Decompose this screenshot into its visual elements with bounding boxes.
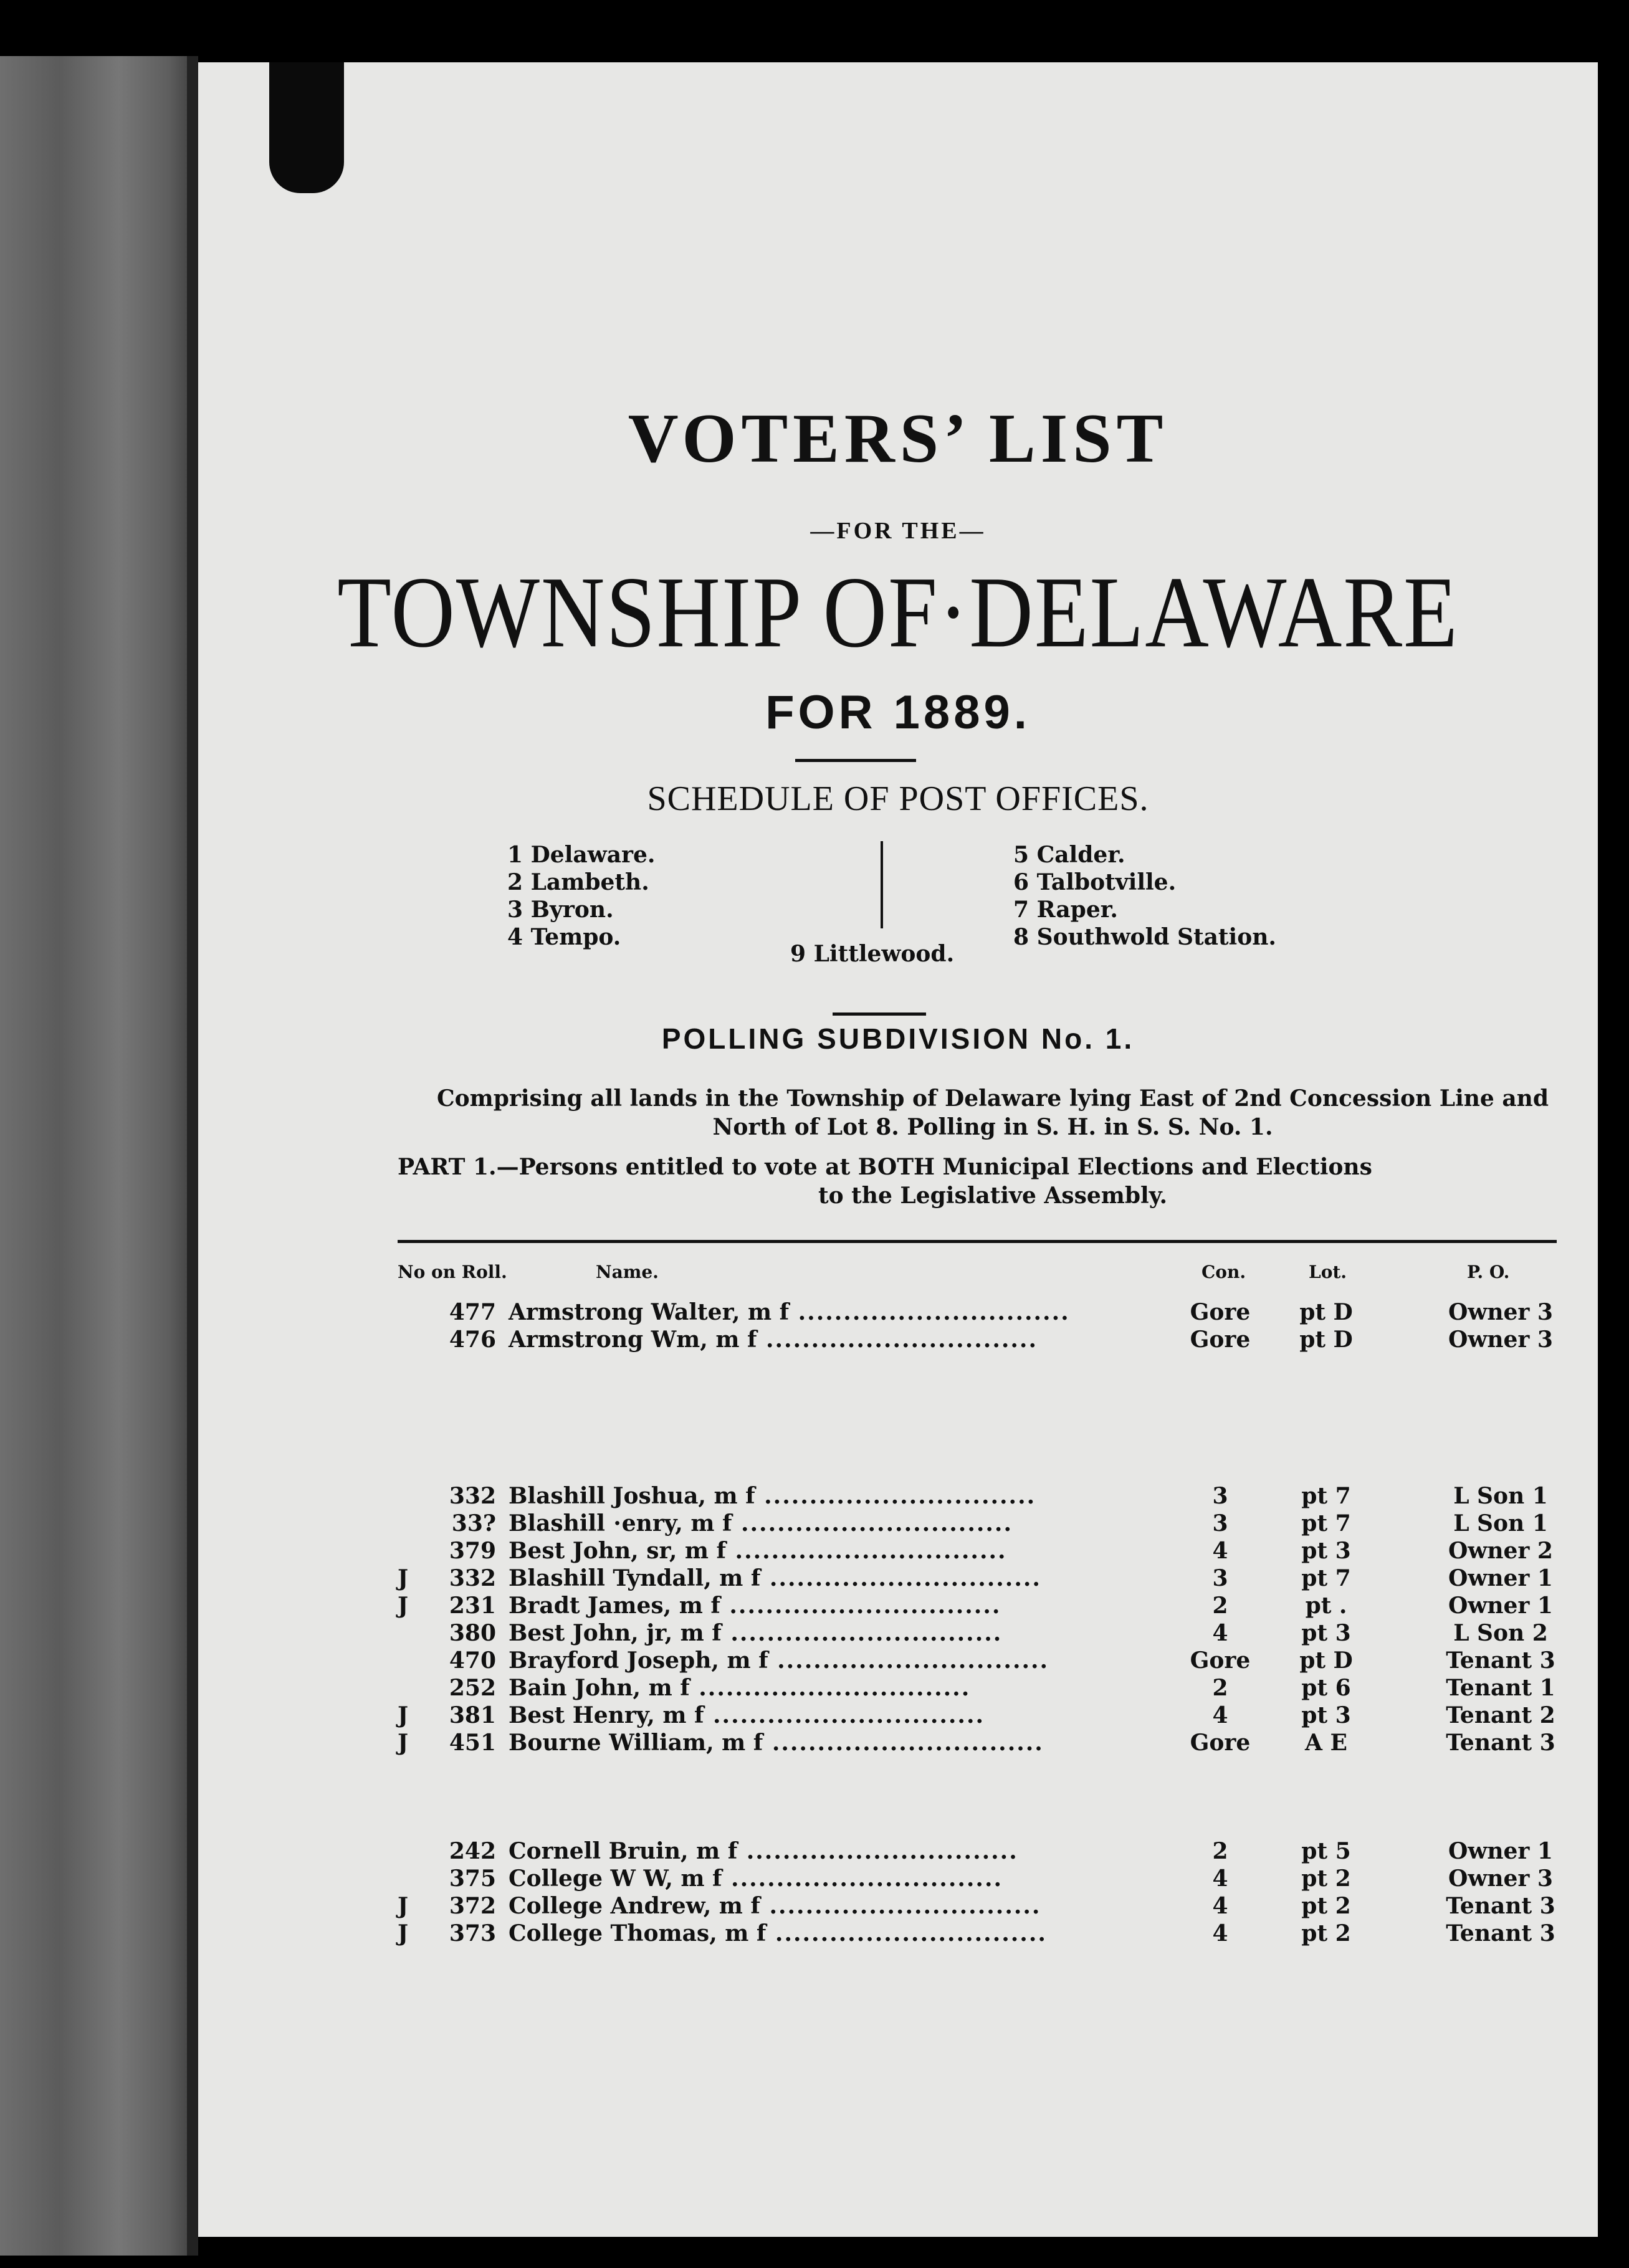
polling-heading: POLLING SUBDIVISION No. 1. — [661, 1022, 1135, 1055]
title-year: FOR 1889. — [765, 686, 1031, 739]
concession: 2 — [1212, 1838, 1228, 1864]
post-office-item: 9 Littlewood. — [790, 941, 955, 967]
status-post-office: Owner 3 — [1448, 1865, 1553, 1892]
status-post-office: L Son 1 — [1453, 1483, 1548, 1509]
roll-number: 381 — [449, 1702, 496, 1728]
table-row — [398, 1620, 1582, 1647]
lot: pt D — [1299, 1647, 1353, 1674]
polling-description: Comprising all lands in the Township of Delaware lying East of 2nd Concession Line and North of Lot 8. Polling in S. H. in S. S. No. 1. — [436, 1085, 1549, 1140]
post-office-item: 6 Talbotville. — [1013, 869, 1177, 895]
table-row — [398, 1838, 1582, 1865]
juror-mark: J — [398, 1893, 409, 1919]
header-no-on-roll: No on Roll. — [398, 1262, 507, 1282]
table-row — [398, 1730, 1582, 1757]
title-voters-list: VOTERS’ LIST — [628, 400, 1168, 477]
leader-dots: .............................. — [760, 1893, 1041, 1919]
post-office-item: 5 Calder. — [1013, 842, 1125, 868]
leader-dots: .............................. — [704, 1702, 985, 1728]
post-office-divider — [881, 841, 883, 928]
lot: pt 7 — [1301, 1565, 1351, 1591]
lot: pt D — [1299, 1327, 1353, 1353]
concession: Gore — [1190, 1647, 1251, 1674]
post-office-list-left — [507, 841, 655, 951]
roll-number: 33? — [451, 1510, 496, 1537]
concession: 4 — [1212, 1865, 1228, 1892]
concession: 3 — [1212, 1565, 1228, 1591]
status-post-office: L Son 2 — [1453, 1620, 1548, 1646]
leader-dots: .............................. — [755, 1483, 1036, 1509]
post-office-item: 2 Lambeth. — [507, 869, 649, 895]
table-row — [398, 1299, 1582, 1327]
roll-number: 372 — [449, 1893, 496, 1919]
part-line-2: to the Legislative Assembly. — [818, 1183, 1168, 1209]
table-row — [398, 1565, 1582, 1593]
lot: pt 7 — [1301, 1483, 1351, 1509]
leader-dots: .............................. — [689, 1675, 971, 1701]
divider-rule — [833, 1012, 926, 1016]
page-punch-mark — [269, 62, 344, 193]
part-line-1: PART 1.—Persons entitled to vote at BOTH Municipal Elections and Elections — [398, 1154, 1372, 1180]
status-post-office: Owner 2 — [1448, 1538, 1553, 1564]
status-post-office: Tenant 3 — [1446, 1730, 1555, 1756]
roll-number: 375 — [449, 1865, 496, 1892]
document-page — [198, 62, 1598, 2237]
status-post-office: Owner 3 — [1448, 1327, 1553, 1353]
leader-dots: .............................. — [763, 1730, 1044, 1756]
lot: pt 3 — [1301, 1538, 1351, 1564]
voter-name: Armstrong Walter, m f .............................. — [509, 1299, 1070, 1325]
status-post-office: Tenant 2 — [1446, 1702, 1555, 1728]
header-name: Name. — [596, 1262, 659, 1282]
header-con: Con. — [1201, 1262, 1246, 1282]
concession: 4 — [1212, 1702, 1228, 1728]
juror-mark: J — [398, 1593, 409, 1619]
roll-number: 380 — [449, 1620, 496, 1646]
divider-rule — [795, 759, 916, 762]
table-header — [398, 1262, 1582, 1289]
header-po: P. O. — [1467, 1262, 1510, 1282]
post-office-item: 3 Byron. — [507, 897, 614, 923]
lot: pt 7 — [1301, 1510, 1351, 1537]
roll-number: 332 — [449, 1565, 496, 1591]
concession: Gore — [1190, 1730, 1251, 1756]
table-row — [398, 1920, 1582, 1948]
leader-dots: .............................. — [766, 1920, 1047, 1946]
post-office-item: 8 Southwold Station. — [1013, 924, 1276, 950]
lot: pt 6 — [1301, 1675, 1351, 1701]
leader-dots: .............................. — [721, 1620, 1003, 1646]
table-row — [398, 1593, 1582, 1620]
post-office-item: 7 Raper. — [1013, 897, 1118, 923]
concession: 2 — [1212, 1675, 1228, 1701]
leader-dots: .............................. — [760, 1565, 1041, 1591]
voter-name: Bain John, m f .............................. — [509, 1675, 971, 1701]
roll-number: 231 — [449, 1593, 496, 1619]
table-row — [398, 1893, 1582, 1920]
table-top-rule — [398, 1240, 1557, 1243]
leader-dots: .............................. — [732, 1510, 1013, 1537]
voter-name: College Thomas, m f .............................. — [509, 1920, 1047, 1946]
juror-mark: J — [398, 1702, 409, 1728]
voter-name: Blashill Tyndall, m f .............................. — [509, 1565, 1041, 1591]
leader-dots: .............................. — [757, 1327, 1038, 1353]
status-post-office: Owner 1 — [1448, 1838, 1553, 1864]
schedule-heading: SCHEDULE OF POST OFFICES. — [647, 779, 1149, 818]
post-office-item: 4 Tempo. — [507, 924, 621, 950]
voter-name: Armstrong Wm, m f .............................. — [509, 1327, 1038, 1353]
table-row — [398, 1702, 1582, 1730]
voter-name: College W W, m f .............................. — [509, 1865, 1003, 1892]
status-post-office: Owner 1 — [1448, 1565, 1553, 1591]
juror-mark: J — [398, 1565, 409, 1591]
roll-number: 470 — [449, 1647, 496, 1674]
voter-name: Bradt James, m f .............................. — [509, 1593, 1001, 1619]
voter-name: Best John, sr, m f .............................. — [509, 1538, 1007, 1564]
leader-dots: .............................. — [726, 1538, 1007, 1564]
lot: pt D — [1299, 1299, 1353, 1325]
lot: pt 5 — [1301, 1838, 1351, 1864]
table-row — [398, 1483, 1582, 1510]
voter-name: Cornell Bruin, m f .............................. — [509, 1838, 1018, 1864]
status-post-office: Owner 3 — [1448, 1299, 1553, 1325]
voter-name: Best Henry, m f .............................. — [509, 1702, 985, 1728]
title-for-the: —FOR THE— — [810, 518, 986, 544]
lot: pt 2 — [1301, 1920, 1351, 1946]
voter-name: Blashill ⋅enry, m f .............................. — [509, 1510, 1013, 1537]
status-post-office: Tenant 3 — [1446, 1893, 1555, 1919]
leader-dots: .............................. — [720, 1593, 1001, 1619]
concession: 4 — [1212, 1538, 1228, 1564]
voter-name: Blashill Joshua, m f .............................. — [509, 1483, 1036, 1509]
concession: 4 — [1212, 1620, 1228, 1646]
status-post-office: L Son 1 — [1453, 1510, 1548, 1537]
lot: pt 3 — [1301, 1620, 1351, 1646]
concession: 3 — [1212, 1483, 1228, 1509]
header-lot: Lot. — [1309, 1262, 1347, 1282]
leader-dots: .............................. — [737, 1838, 1018, 1864]
lot: pt 2 — [1301, 1893, 1351, 1919]
lot: pt . — [1305, 1593, 1347, 1619]
voter-name: Brayford Joseph, m f .............................. — [509, 1647, 1049, 1674]
roll-number: 477 — [449, 1299, 496, 1325]
spine-edge — [187, 56, 198, 2256]
status-post-office: Tenant 3 — [1446, 1647, 1555, 1674]
lot: A E — [1305, 1730, 1347, 1756]
title-township: TOWNSHIP OF·DELAWARE — [337, 555, 1459, 669]
table-row — [398, 1675, 1582, 1702]
table-row — [398, 1510, 1582, 1538]
table-row — [398, 1327, 1582, 1354]
post-office-item: 1 Delaware. — [507, 842, 656, 868]
roll-number: 451 — [449, 1730, 496, 1756]
leader-dots: .............................. — [789, 1299, 1070, 1325]
roll-number: 242 — [449, 1838, 496, 1864]
lot: pt 2 — [1301, 1865, 1351, 1892]
leader-dots: .............................. — [768, 1647, 1049, 1674]
voter-name: College Andrew, m f .............................. — [509, 1893, 1041, 1919]
post-office-list-right — [1013, 841, 1276, 951]
lot: pt 3 — [1301, 1702, 1351, 1728]
concession: 2 — [1212, 1593, 1228, 1619]
voter-name: Bourne William, m f .............................. — [509, 1730, 1044, 1756]
roll-number: 332 — [449, 1483, 496, 1509]
table-row — [398, 1865, 1582, 1893]
voter-name: Best John, jr, m f .............................. — [509, 1620, 1003, 1646]
book-spine — [0, 56, 198, 2256]
concession: 4 — [1212, 1920, 1228, 1946]
roll-number: 252 — [449, 1675, 496, 1701]
concession: Gore — [1190, 1327, 1251, 1353]
part-description — [398, 1153, 1588, 1210]
roll-number: 476 — [449, 1327, 496, 1353]
roll-number: 373 — [449, 1920, 496, 1946]
roll-number: 379 — [449, 1538, 496, 1564]
juror-mark: J — [398, 1920, 409, 1946]
table-row — [398, 1647, 1582, 1675]
status-post-office: Owner 1 — [1448, 1593, 1553, 1619]
status-post-office: Tenant 1 — [1446, 1675, 1555, 1701]
concession: Gore — [1190, 1299, 1251, 1325]
table-row — [398, 1538, 1582, 1565]
status-post-office: Tenant 3 — [1446, 1920, 1555, 1946]
juror-mark: J — [398, 1730, 409, 1756]
concession: 3 — [1212, 1510, 1228, 1537]
leader-dots: .............................. — [722, 1865, 1003, 1892]
concession: 4 — [1212, 1893, 1228, 1919]
